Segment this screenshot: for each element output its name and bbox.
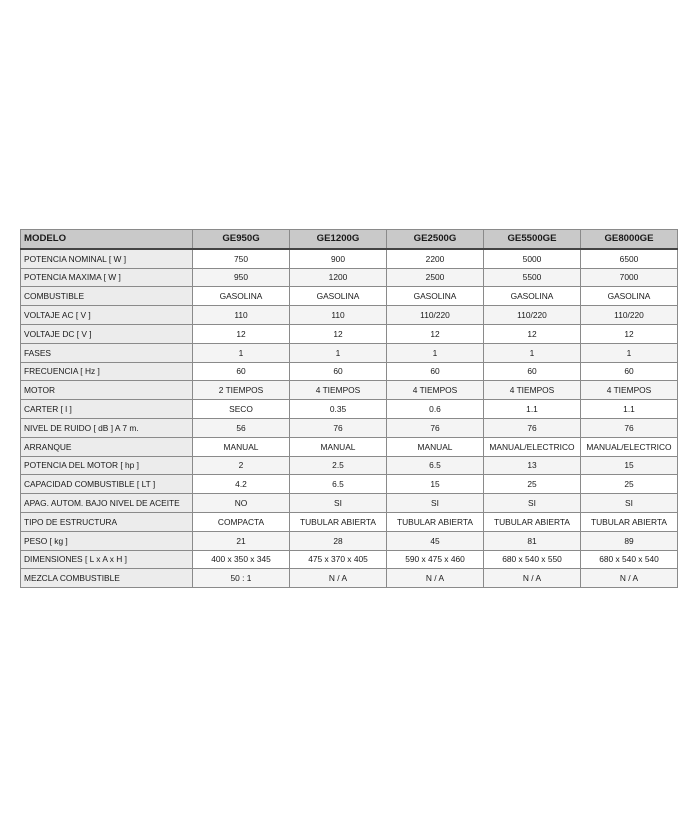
- spec-value: 110: [193, 306, 290, 325]
- spec-value: SI: [387, 494, 484, 513]
- table-row: [21, 475, 678, 494]
- spec-value: 12: [387, 324, 484, 343]
- spec-value: 900: [290, 249, 387, 268]
- table-row: [21, 512, 678, 531]
- spec-value: 12: [484, 324, 581, 343]
- row-label: VOLTAJE AC [ V ]: [21, 306, 193, 325]
- spec-value: 750: [193, 249, 290, 268]
- spec-value: 6500: [581, 249, 678, 268]
- row-label: FASES: [21, 343, 193, 362]
- spec-value: 1200: [290, 268, 387, 287]
- spec-value: MANUAL/ELECTRICO: [484, 437, 581, 456]
- spec-value: N / A: [290, 569, 387, 588]
- spec-value: 76: [290, 418, 387, 437]
- row-label: MEZCLA COMBUSTIBLE: [21, 569, 193, 588]
- spec-value: 4 TIEMPOS: [581, 381, 678, 400]
- header-model-ge2500g: GE2500G: [387, 230, 484, 249]
- spec-value: 56: [193, 418, 290, 437]
- row-label: POTENCIA DEL MOTOR [ hp ]: [21, 456, 193, 475]
- spec-value: SI: [484, 494, 581, 513]
- spec-value: TUBULAR ABIERTA: [387, 512, 484, 531]
- spec-value: 15: [581, 456, 678, 475]
- table-row: [21, 569, 678, 588]
- table-row: [21, 249, 678, 268]
- spec-value: 28: [290, 531, 387, 550]
- row-label: ARRANQUE: [21, 437, 193, 456]
- spec-value: SECO: [193, 400, 290, 419]
- spec-value: 1.1: [581, 400, 678, 419]
- spec-value: N / A: [387, 569, 484, 588]
- table-row: [21, 362, 678, 381]
- spec-value: SI: [581, 494, 678, 513]
- spec-value: N / A: [581, 569, 678, 588]
- row-label: COMBUSTIBLE: [21, 287, 193, 306]
- spec-value: 7000: [581, 268, 678, 287]
- spec-value: SI: [290, 494, 387, 513]
- spec-value: 12: [193, 324, 290, 343]
- spec-value: 21: [193, 531, 290, 550]
- spec-value: 60: [484, 362, 581, 381]
- spec-value: 110/220: [484, 306, 581, 325]
- table-row: [21, 306, 678, 325]
- row-label: POTENCIA MAXIMA [ W ]: [21, 268, 193, 287]
- spec-value: 6.5: [387, 456, 484, 475]
- spec-value: MANUAL: [290, 437, 387, 456]
- header-model-label: MODELO: [21, 230, 193, 249]
- table-row: [21, 381, 678, 400]
- row-label: CARTER [ l ]: [21, 400, 193, 419]
- spec-value: 0.35: [290, 400, 387, 419]
- table-row: [21, 531, 678, 550]
- spec-value: 2500: [387, 268, 484, 287]
- spec-value: 60: [387, 362, 484, 381]
- spec-value: 81: [484, 531, 581, 550]
- spec-value: GASOLINA: [484, 287, 581, 306]
- row-label: VOLTAJE DC [ V ]: [21, 324, 193, 343]
- spec-value: 1: [290, 343, 387, 362]
- spec-value: N / A: [484, 569, 581, 588]
- table-header: [21, 230, 678, 249]
- spec-value: MANUAL: [387, 437, 484, 456]
- spec-value: TUBULAR ABIERTA: [484, 512, 581, 531]
- spec-value: 2.5: [290, 456, 387, 475]
- spec-value: 4.2: [193, 475, 290, 494]
- spec-value: 60: [581, 362, 678, 381]
- row-label: CAPACIDAD COMBUSTIBLE [ LT ]: [21, 475, 193, 494]
- spec-value: 4 TIEMPOS: [387, 381, 484, 400]
- spec-value: 15: [387, 475, 484, 494]
- row-label: FRECUENCIA [ Hz ]: [21, 362, 193, 381]
- spec-value: 475 x 370 x 405: [290, 550, 387, 569]
- spec-value: GASOLINA: [387, 287, 484, 306]
- table-row: [21, 456, 678, 475]
- spec-value: 400 x 350 x 345: [193, 550, 290, 569]
- row-label: PESO [ kg ]: [21, 531, 193, 550]
- spec-value: GASOLINA: [193, 287, 290, 306]
- spec-value: 950: [193, 268, 290, 287]
- spec-value: MANUAL/ELECTRICO: [581, 437, 678, 456]
- spec-value: 45: [387, 531, 484, 550]
- spec-value: 76: [484, 418, 581, 437]
- spec-value: 1: [484, 343, 581, 362]
- spec-value: 680 x 540 x 540: [581, 550, 678, 569]
- spec-value: 5000: [484, 249, 581, 268]
- table-row: [21, 418, 678, 437]
- row-label: TIPO DE ESTRUCTURA: [21, 512, 193, 531]
- spec-value: MANUAL: [193, 437, 290, 456]
- row-label: DIMENSIONES [ L x A x H ]: [21, 550, 193, 569]
- table-row: [21, 494, 678, 513]
- table-row: [21, 400, 678, 419]
- spec-value: 76: [387, 418, 484, 437]
- spec-value: NO: [193, 494, 290, 513]
- spec-value: 50 : 1: [193, 569, 290, 588]
- spec-table: [20, 229, 678, 588]
- spec-value: 89: [581, 531, 678, 550]
- spec-value: 60: [290, 362, 387, 381]
- spec-value: 4 TIEMPOS: [484, 381, 581, 400]
- table-row: [21, 343, 678, 362]
- spec-value: COMPACTA: [193, 512, 290, 531]
- spec-value: 680 x 540 x 550: [484, 550, 581, 569]
- spec-value: TUBULAR ABIERTA: [581, 512, 678, 531]
- header-model-ge1200g: GE1200G: [290, 230, 387, 249]
- table-row: [21, 550, 678, 569]
- spec-value: 0.6: [387, 400, 484, 419]
- header-model-ge950g: GE950G: [193, 230, 290, 249]
- spec-value: GASOLINA: [581, 287, 678, 306]
- row-label: POTENCIA NOMINAL [ W ]: [21, 249, 193, 268]
- spec-value: 4 TIEMPOS: [290, 381, 387, 400]
- spec-value: 60: [193, 362, 290, 381]
- table-body: [21, 249, 678, 588]
- spec-value: GASOLINA: [290, 287, 387, 306]
- spec-value: 2 TIEMPOS: [193, 381, 290, 400]
- spec-value: 76: [581, 418, 678, 437]
- spec-value: 110/220: [387, 306, 484, 325]
- table-row: [21, 437, 678, 456]
- spec-value: 13: [484, 456, 581, 475]
- spec-value: 1: [193, 343, 290, 362]
- spec-value: 12: [581, 324, 678, 343]
- spec-value: 2200: [387, 249, 484, 268]
- table-row: [21, 287, 678, 306]
- spec-value: 12: [290, 324, 387, 343]
- header-model-ge8000ge: GE8000GE: [581, 230, 678, 249]
- spec-value: 25: [581, 475, 678, 494]
- header-model-ge5500ge: GE5500GE: [484, 230, 581, 249]
- row-label: MOTOR: [21, 381, 193, 400]
- table-row: [21, 324, 678, 343]
- table-row: [21, 268, 678, 287]
- row-label: NIVEL DE RUIDO [ dB ] A 7 m.: [21, 418, 193, 437]
- row-label: APAG. AUTOM. BAJO NIVEL DE ACEITE: [21, 494, 193, 513]
- spec-value: 110/220: [581, 306, 678, 325]
- spec-value: 1.1: [484, 400, 581, 419]
- spec-value: 1: [387, 343, 484, 362]
- spec-value: 590 x 475 x 460: [387, 550, 484, 569]
- spec-value: 1: [581, 343, 678, 362]
- spec-value: 6.5: [290, 475, 387, 494]
- spec-value: 25: [484, 475, 581, 494]
- spec-value: TUBULAR ABIERTA: [290, 512, 387, 531]
- header-row: [21, 230, 678, 249]
- spec-value: 110: [290, 306, 387, 325]
- spec-value: 2: [193, 456, 290, 475]
- spec-value: 5500: [484, 268, 581, 287]
